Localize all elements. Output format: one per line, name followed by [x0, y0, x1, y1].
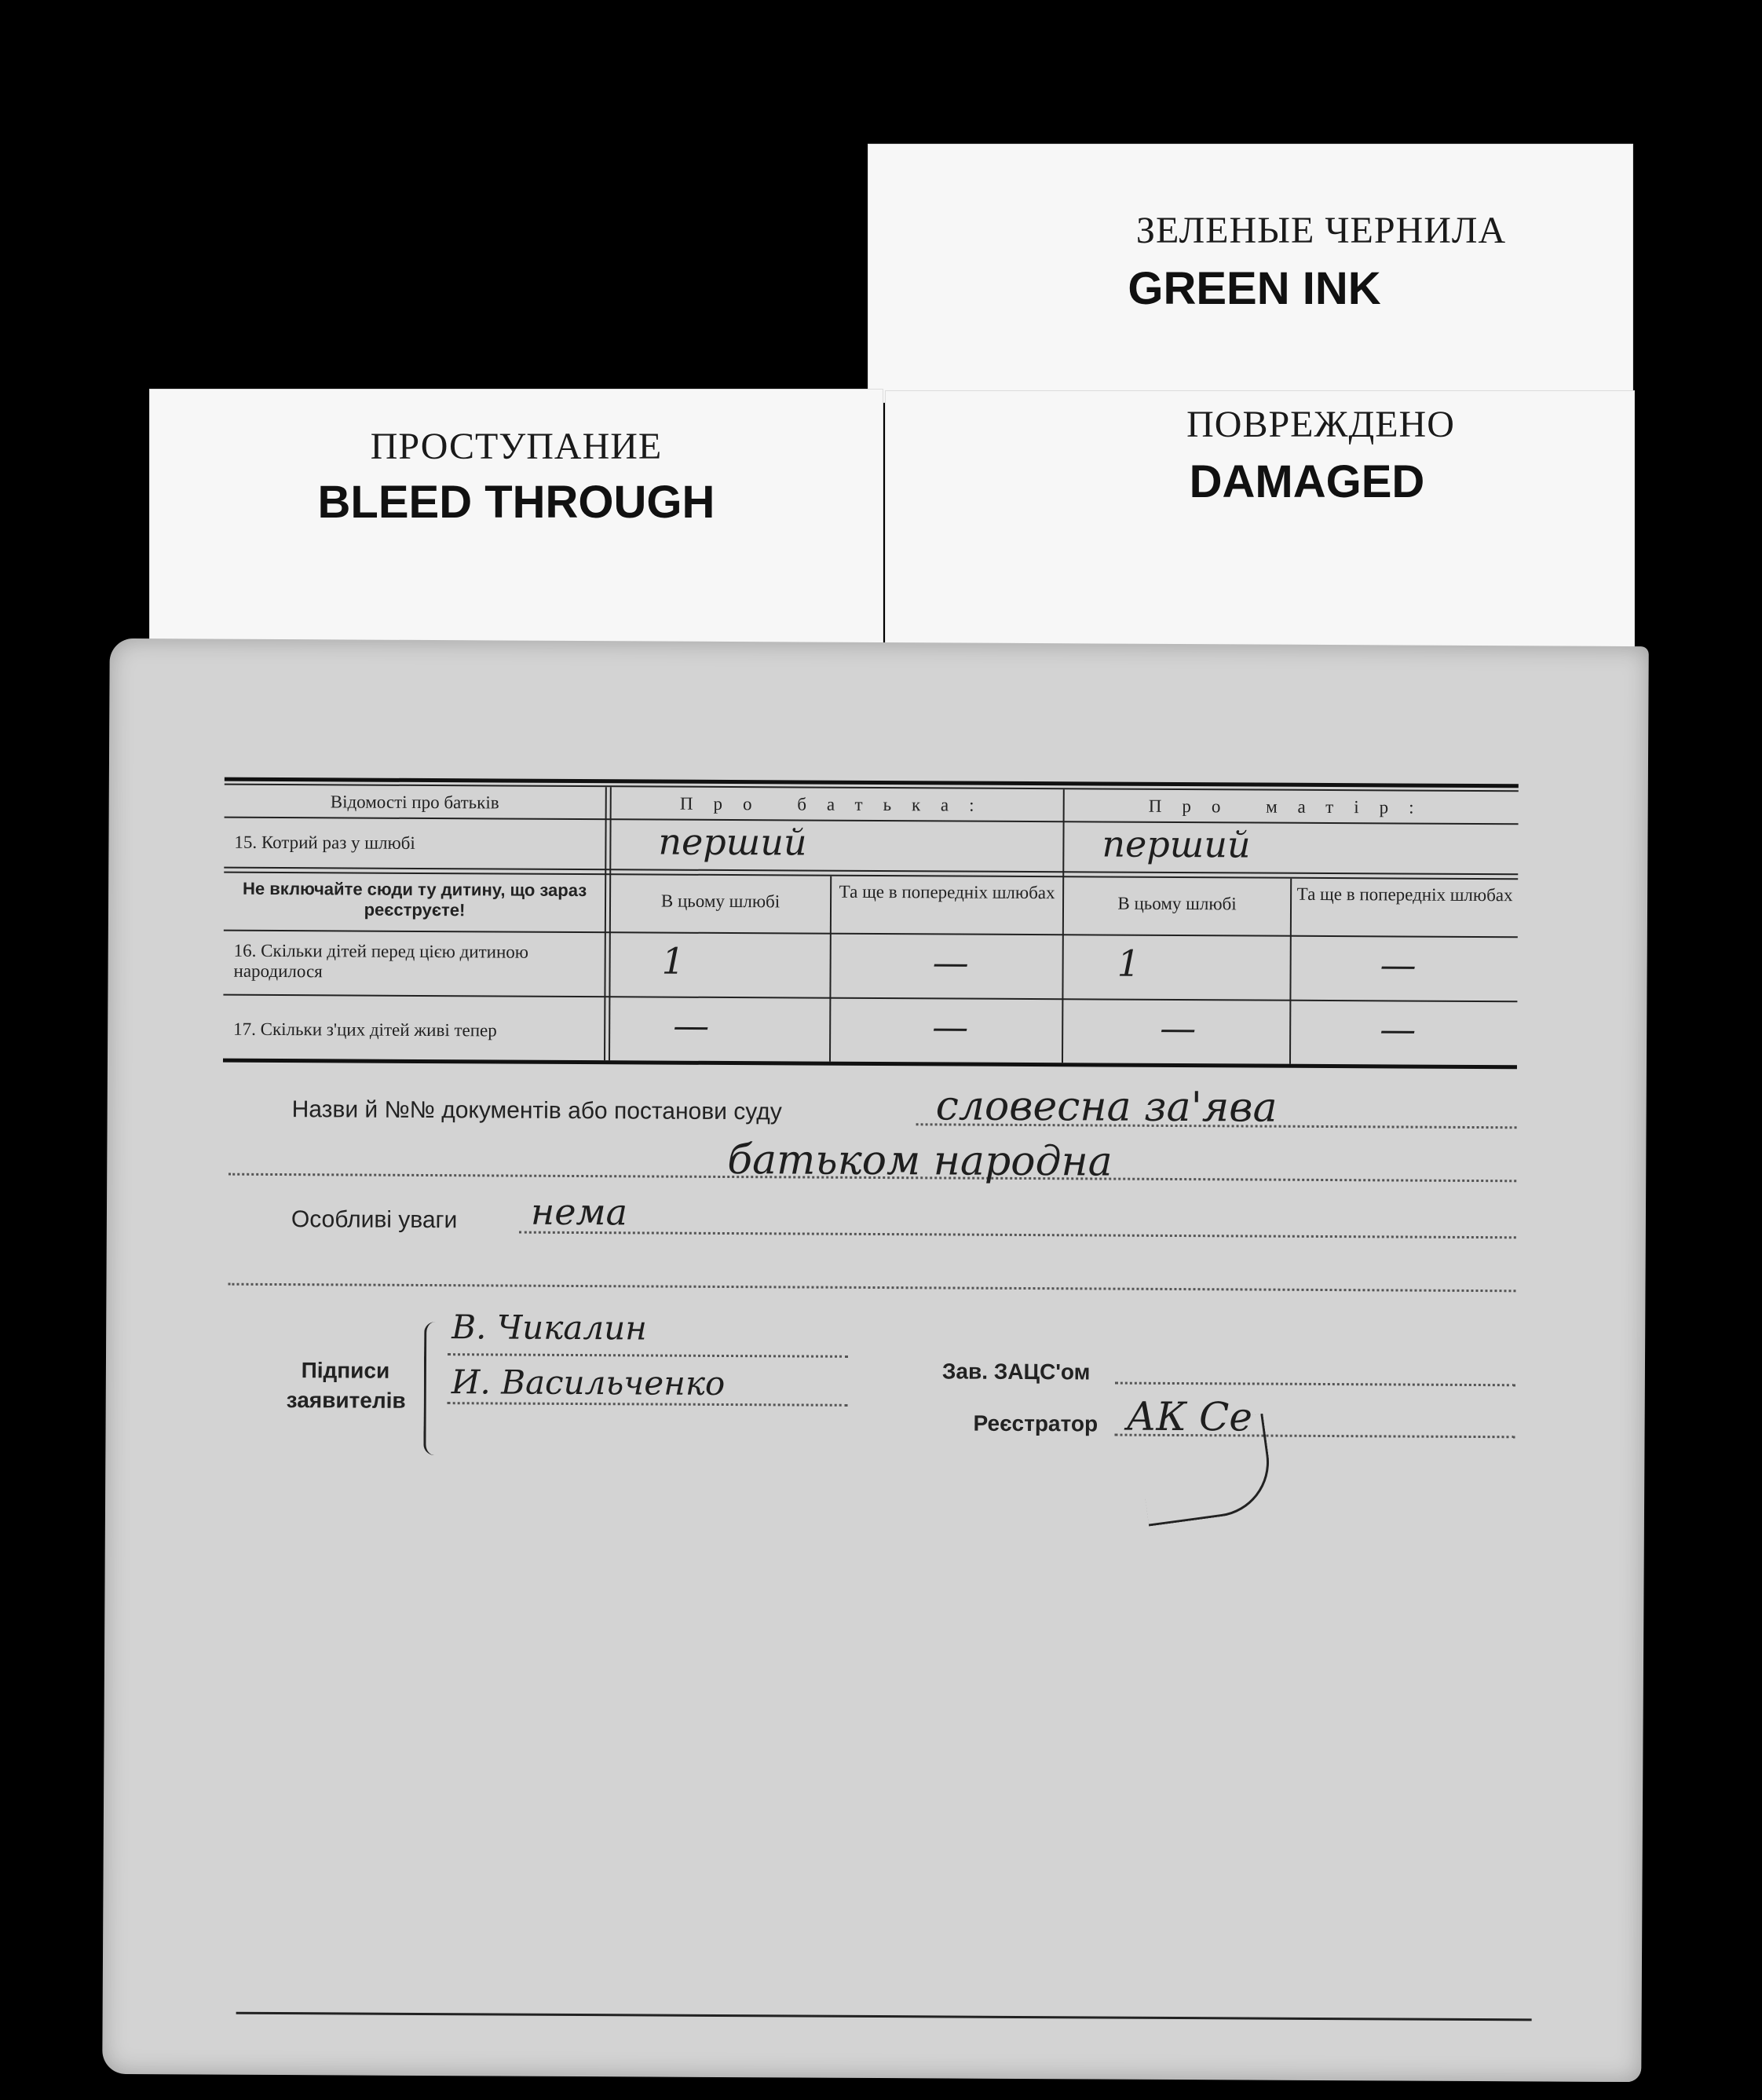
subheader-prev-marriages-father: Та ще в попередніх шлюбах [839, 881, 1055, 903]
special-notes-line-2 [228, 1283, 1515, 1293]
bleed-through-en: BLEED THROUGH [317, 477, 715, 528]
special-notes-value: нема [530, 1190, 628, 1234]
row17-value: — [1380, 1008, 1417, 1051]
head-zags-line [1115, 1382, 1515, 1387]
row15-father-value: перший [658, 820, 807, 864]
row16-value: 1 [661, 939, 685, 982]
special-notes-line [519, 1231, 1516, 1239]
registrar-label: Реєстратор [973, 1410, 1099, 1436]
special-notes-label: Особливі уваги [291, 1206, 458, 1234]
subheader-this-marriage-mother: В цьому шлюбі [1117, 893, 1237, 914]
signature-line-2 [448, 1402, 848, 1407]
row17-value: — [1160, 1006, 1197, 1050]
row16-value: 1 [1117, 942, 1141, 985]
subheader-prev-marriages-mother: Та ще в попередніх шлюбах [1296, 884, 1513, 905]
applicant-signature-1: В. Чикалин [451, 1308, 648, 1348]
signatures-label: Підписи заявителів [286, 1358, 406, 1413]
damaged-en: DAMAGED [1189, 456, 1425, 507]
row16-value: — [932, 941, 969, 984]
green-ink-ru: ЗЕЛЕНЫЕ ЧЕРНИЛА [1135, 210, 1507, 251]
row16-label: 16. Скільки дітей перед цією дитиною народилося [233, 940, 529, 982]
header-father: Про батька: [679, 793, 995, 815]
row17-value: — [673, 1004, 710, 1047]
row17-value: — [932, 1005, 969, 1048]
table-rule [224, 930, 1518, 938]
bleed-through-ru: ПРОСТУПАНИЕ [370, 426, 663, 467]
header-parents-info: Відомості про батьків [330, 792, 499, 813]
signatures-brace [423, 1322, 444, 1455]
table-vline [609, 787, 612, 1060]
signature-line-1 [448, 1353, 848, 1358]
table-rule [225, 817, 1519, 825]
applicant-signature-2: И. Васильченко [451, 1363, 726, 1403]
registrar-flourish [1136, 1414, 1276, 1527]
subheader-this-marriage-father: В цьому шлюбі [660, 891, 780, 912]
documents-value-line1: словесна за'ява [935, 1082, 1278, 1132]
table-vline [1062, 789, 1065, 1063]
damaged-ru: ПОВРЕЖДЕНО [1186, 404, 1455, 445]
table-bottom-rule [223, 1059, 1517, 1070]
documents-label: Назви й №№ документів або постанови суду [291, 1096, 782, 1125]
row17-label: 17. Скільки з'цих дітей живі тепер [233, 1019, 497, 1041]
documents-value-line2: батьком народна [727, 1136, 1113, 1186]
document-sheet [102, 638, 1649, 2082]
subheader-note: Не включайте сюди ту дитину, що зараз реєструєте! [243, 878, 587, 920]
bottom-rule [236, 2012, 1532, 2021]
bleed-through-card [149, 389, 883, 656]
damaged-card [885, 390, 1635, 657]
row15-label: 15. Котрий раз у шлюбі [234, 832, 415, 853]
green-ink-en: GREEN INK [1128, 263, 1381, 314]
table-rule [223, 994, 1517, 1003]
header-mother: Про матір: [1148, 796, 1435, 818]
green-ink-card [868, 144, 1633, 403]
registrar-signature: АК Се [1126, 1393, 1253, 1440]
head-zags-label: Зав. ЗАЦС'ом [941, 1359, 1091, 1385]
table-vline [604, 787, 607, 1060]
row15-mother-value: перший [1102, 822, 1251, 866]
row16-value: — [1380, 943, 1417, 986]
